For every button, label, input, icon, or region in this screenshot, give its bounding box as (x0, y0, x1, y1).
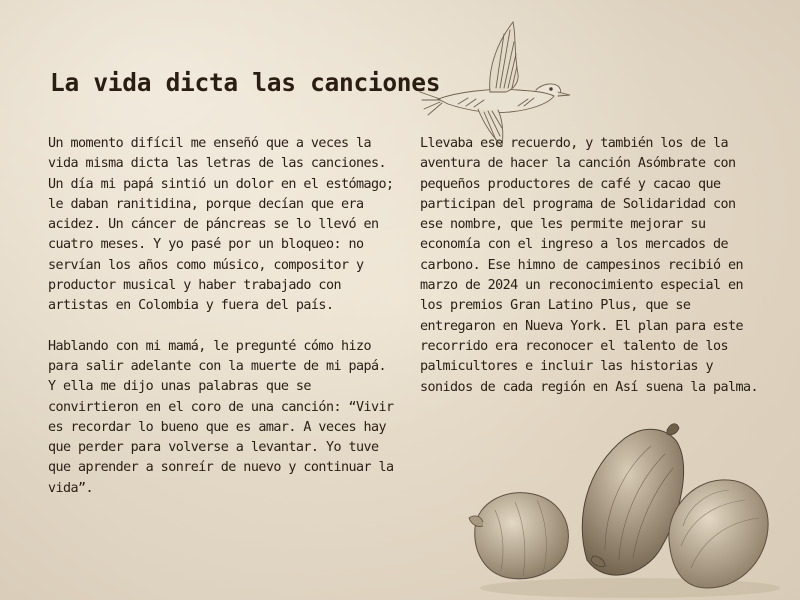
left-column (48, 134, 396, 519)
paragraph: Llevaba ese recuerdo, y también los de la aventura de hacer la canción Asómbrate con pequeños productores de café y cacao que participan del programa de Solidaridad con ese nombre, que les permite mejorar su economía con el ingreso a los mercados de carbono. Ese himno de campesinos recibió en marzo de 2024 un reconocimiento especial en los premios Gran Latino Plus, que se entregaron en Nueva York. El plan para este recorrido era reconocer el talento de los palmicultores e incluir las historias y sonidos de cada región en Así suena la palma. (420, 136, 759, 395)
page-title: La vida dicta las canciones (50, 68, 441, 97)
paragraph: Hablando con mi mamá, le pregunté cómo hizo para salir adelante con la muerte de mi papá. Y ella me dijo unas palabras que se convirtieron en el coro de una canción: “Vivir es recordar lo bueno que es amar. A veces hay que perder para volverse a levantar. Yo tuve que aprender a sonreír de nuevo y continuar la vida”. (48, 338, 394, 496)
right-column (420, 134, 760, 418)
paragraph: Un momento difícil me enseñó que a veces la vida misma dicta las letras de las canciones. Un día mi papá sintió un dolor en el estómago; le daban ranitidina, porque decían que era acidez. Un cáncer de páncreas se lo llevó en cuatro meses. Y yo pasé por un bloqueo: no servían los años como músico, compositor y productor musical y haber trabajado con artistas en Colombia y fuera del país. (48, 136, 394, 314)
palm-fruit-illustration (455, 410, 795, 600)
bird-illustration (418, 14, 578, 149)
